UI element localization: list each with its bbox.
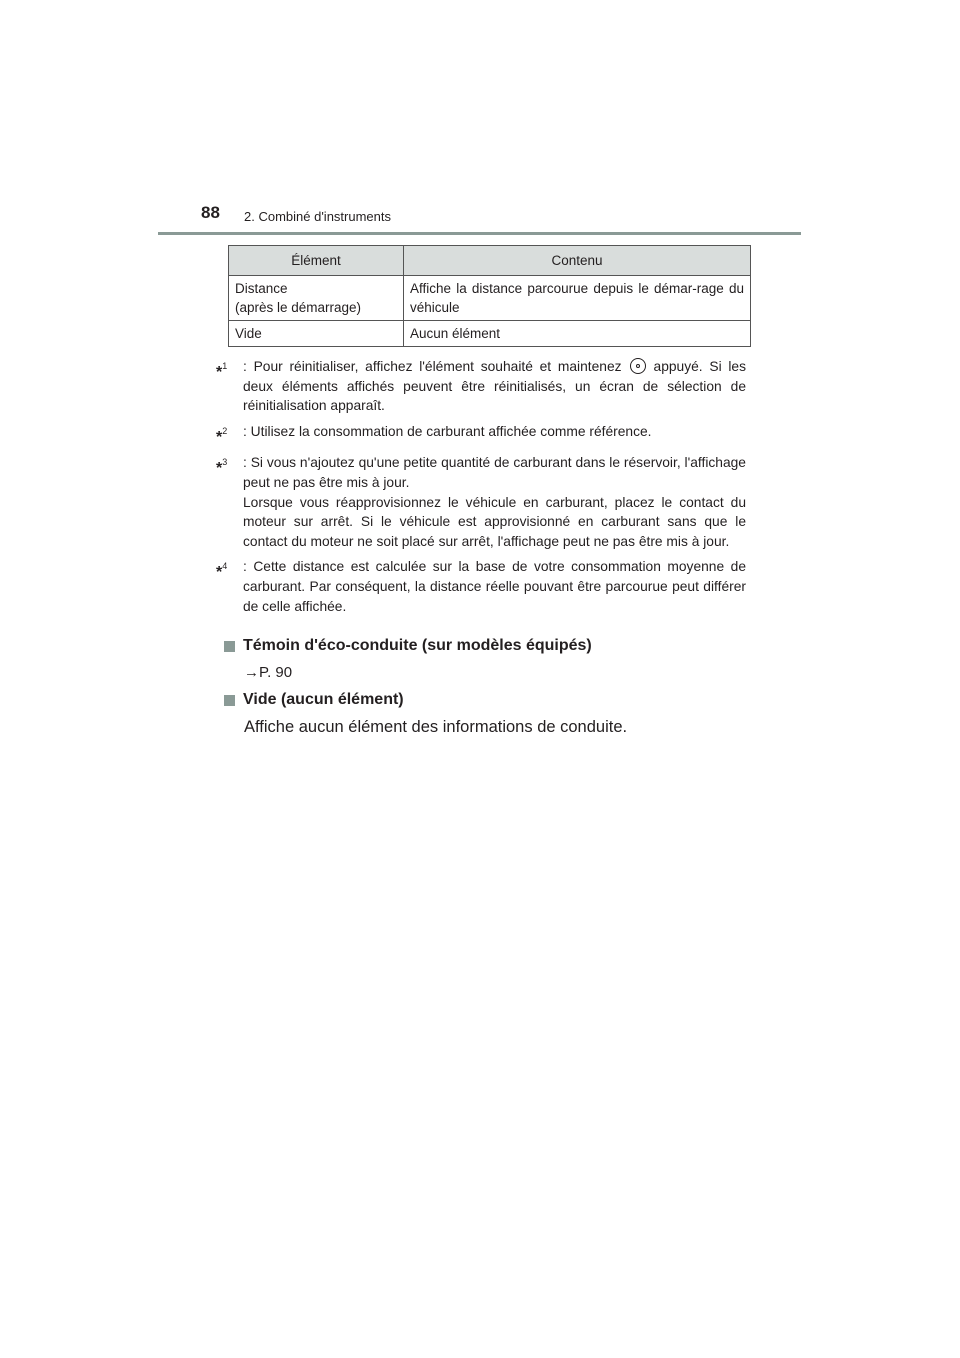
square-bullet-icon: [224, 695, 235, 706]
footnote-number: 2: [222, 425, 228, 436]
element-line2: (après le démarrage): [235, 300, 362, 315]
section-title: Témoin d'éco-conduite (sur modèles équipés): [243, 637, 592, 654]
page-number: 88: [201, 203, 220, 222]
footnotes: [216, 357, 746, 622]
square-bullet-icon: [224, 641, 235, 652]
footnote-marker: [216, 422, 243, 448]
footnote-number: 3: [222, 457, 228, 468]
element-line1: Distance: [235, 281, 288, 296]
footnote-paragraph: : Si vous n'ajoutez qu'une petite quantité de carburant dans le réservoir, l'affichage peut ne pas être mis à jour.: [243, 455, 746, 490]
table-row: [229, 276, 751, 321]
section-body-text: Affiche aucun élément des informations de conduite.: [244, 718, 628, 736]
footnote-marker: [216, 357, 243, 416]
section-heading-vide: [224, 691, 404, 709]
footnote-marker: [216, 453, 243, 551]
footnote-4: [216, 557, 746, 616]
footnote-text: [243, 357, 746, 416]
column-header-element: Élément: [229, 246, 404, 276]
table-header-row: [229, 246, 751, 276]
footnote-number: 4: [222, 561, 228, 572]
page-reference-link[interactable]: →P. 90: [244, 664, 293, 681]
footnote-text: : Cette distance est calculée sur la base de votre consommation moyenne de carburant. Par conséquent, la distance réelle pouvant être parcourue peut différer de celle affichée.: [243, 559, 746, 614]
star-icon: *: [216, 460, 223, 478]
section-heading-eco: [224, 637, 592, 655]
footnote-paragraph: Lorsque vous réapprovisionnez le véhicule en carburant, placez le contact du moteur sur arrêt. Si le véhicule est approvisionné en carburant sans que le contact du moteur ne soit placé sur arrêt, l'affichage peut ne pas être mis à jour.: [243, 494, 746, 549]
star-icon: *: [216, 564, 223, 582]
column-header-content: Contenu: [404, 246, 751, 276]
table-row: [229, 321, 751, 347]
section-title: Vide (aucun élément): [243, 691, 404, 708]
chapter-title: 2. Combiné d'instruments: [244, 209, 391, 224]
footnote-text: : Utilisez la consommation de carburant affichée comme référence.: [243, 423, 652, 439]
footnote-2: [216, 422, 746, 448]
footnote-1: [216, 357, 746, 416]
table-cell-element: Vide: [229, 321, 404, 347]
table-cell-content: Affiche la distance parcourue depuis le démar-rage du véhicule: [404, 276, 751, 321]
star-icon: *: [216, 364, 223, 381]
info-table: [228, 245, 751, 347]
table-cell-element: [229, 276, 404, 321]
footnote-marker: [216, 557, 243, 616]
star-icon: *: [216, 428, 223, 446]
circle-button-icon: [630, 358, 646, 374]
header-rule: [158, 232, 801, 235]
footnote-3: [216, 453, 746, 551]
table-cell-content: Aucun élément: [404, 321, 751, 347]
footnote-number: 1: [222, 361, 228, 371]
footnote-text: [243, 453, 746, 551]
footnote-text-part: appuyé. Si les deux éléments affichés peuvent être réinitialisés, un écran de sélection de réinitialisation apparaît.: [243, 359, 746, 414]
footnote-text-part: : Pour réinitialiser, affichez l'élément souhaité et maintenez: [243, 359, 622, 374]
